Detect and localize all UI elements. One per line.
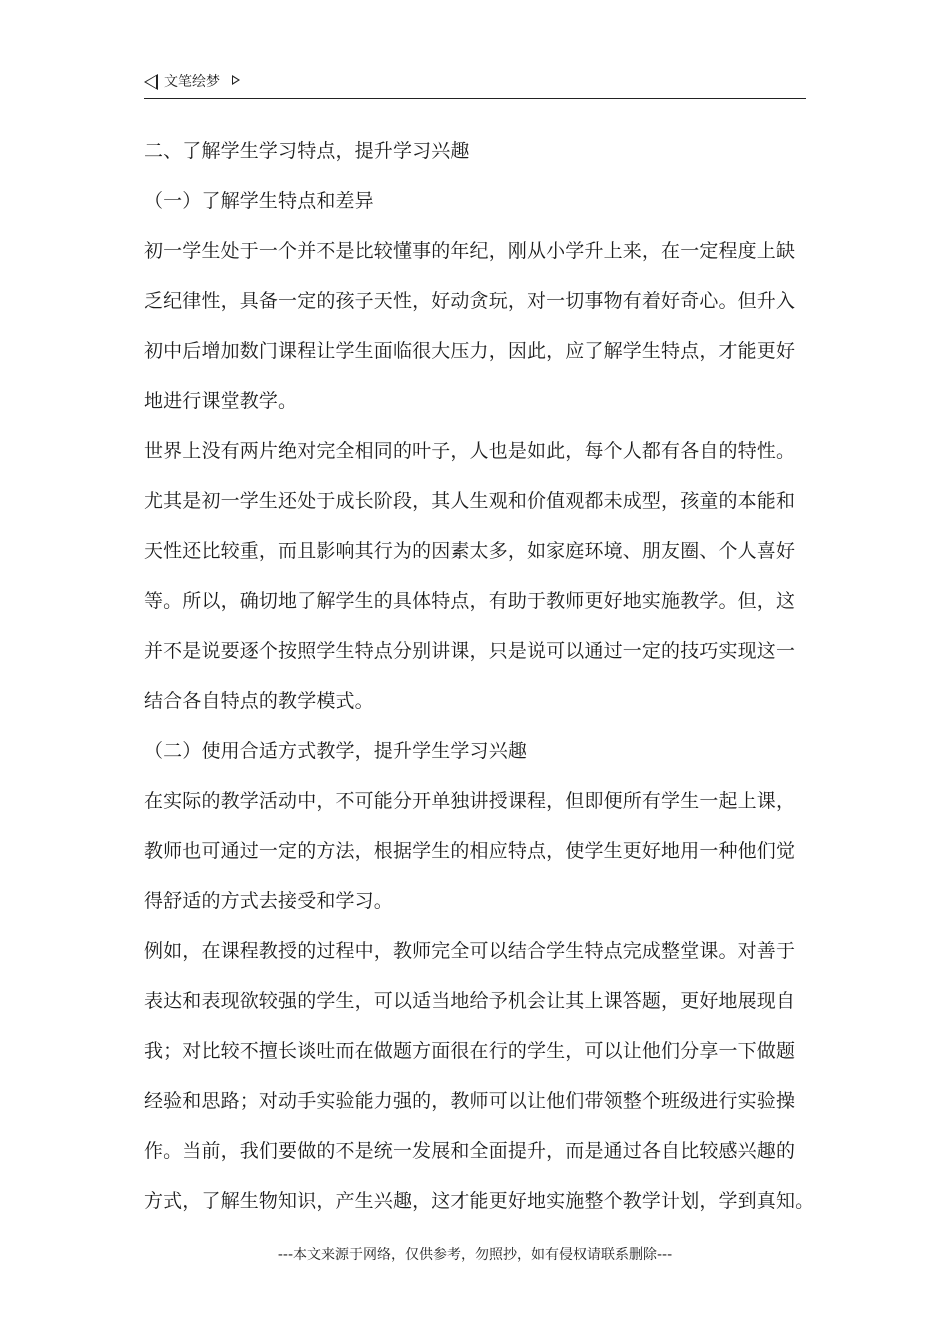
text-line: 初一学生处于一个并不是比较懂事的年纪，刚从小学升上来，在一定程度上缺 — [144, 240, 796, 262]
text-line: 世界上没有两片绝对完全相同的叶子，人也是如此，每个人都有各自的特性。 — [144, 440, 796, 462]
text-line: 表达和表现欲较强的学生，可以适当地给予机会让其上课答题，更好地展现自 — [144, 990, 796, 1012]
text-line: 初中后增加数门课程让学生面临很大压力，因此，应了解学生特点，才能更好 — [144, 340, 796, 362]
text-line: 在实际的教学活动中，不可能分开单独讲授课程，但即便所有学生一起上课， — [144, 790, 796, 812]
text-line: 天性还比较重，而且影响其行为的因素太多，如家庭环境、朋友圈、个人喜好 — [144, 540, 796, 562]
header-brand: 文笔绘梦 — [164, 74, 220, 90]
text-line: 并不是说要逐个按照学生特点分别讲课，只是说可以通过一定的技巧实现这一 — [144, 640, 796, 662]
text-line: 地进行课堂教学。 — [144, 390, 298, 412]
text-line: 例如，在课程教授的过程中，教师完全可以结合学生特点完成整堂课。对善于 — [144, 940, 796, 962]
section-heading: 二、了解学生学习特点，提升学习兴趣 — [144, 140, 470, 162]
text-line: 得舒适的方式去接受和学习。 — [144, 890, 393, 912]
text-line: 方式，了解生物知识，产生兴趣，这才能更好地实施整个教学计划，学到真知。 — [144, 1190, 815, 1212]
text-line: 我；对比较不擅长谈吐而在做题方面很在行的学生，可以让他们分享一下做题 — [144, 1040, 796, 1062]
text-line: 结合各自特点的教学模式。 — [144, 690, 374, 712]
text-line: 教师也可通过一定的方法，根据学生的相应特点，使学生更好地用一种他们觉 — [144, 840, 796, 862]
document-body — [144, 126, 815, 1226]
text-line: 尤其是初一学生还处于成长阶段，其人生观和价值观都未成型，孩童的本能和 — [144, 490, 796, 512]
subsection-heading: （二）使用合适方式教学，提升学生学习兴趣 — [144, 740, 528, 762]
footer-disclaimer: ---本文来源于网络，仅供参考，勿照抄，如有侵权请联系删除--- — [277, 1247, 673, 1263]
right-triangle-icon — [232, 75, 240, 85]
text-line: 作。当前，我们要做的不是统一发展和全面提升，而是通过各自比较感兴趣的 — [144, 1140, 796, 1162]
page-header — [144, 72, 806, 99]
text-line: 等。所以，确切地了解学生的具体特点，有助于教师更好地实施教学。但，这 — [144, 590, 796, 612]
text-line: 乏纪律性，具备一定的孩子天性，好动贪玩，对一切事物有着好奇心。但升入 — [144, 290, 796, 312]
left-triangle-icon — [144, 74, 158, 90]
text-line: 经验和思路；对动手实验能力强的，教师可以让他们带领整个班级进行实验操 — [144, 1090, 796, 1112]
subsection-heading: （一）了解学生特点和差异 — [144, 190, 374, 212]
